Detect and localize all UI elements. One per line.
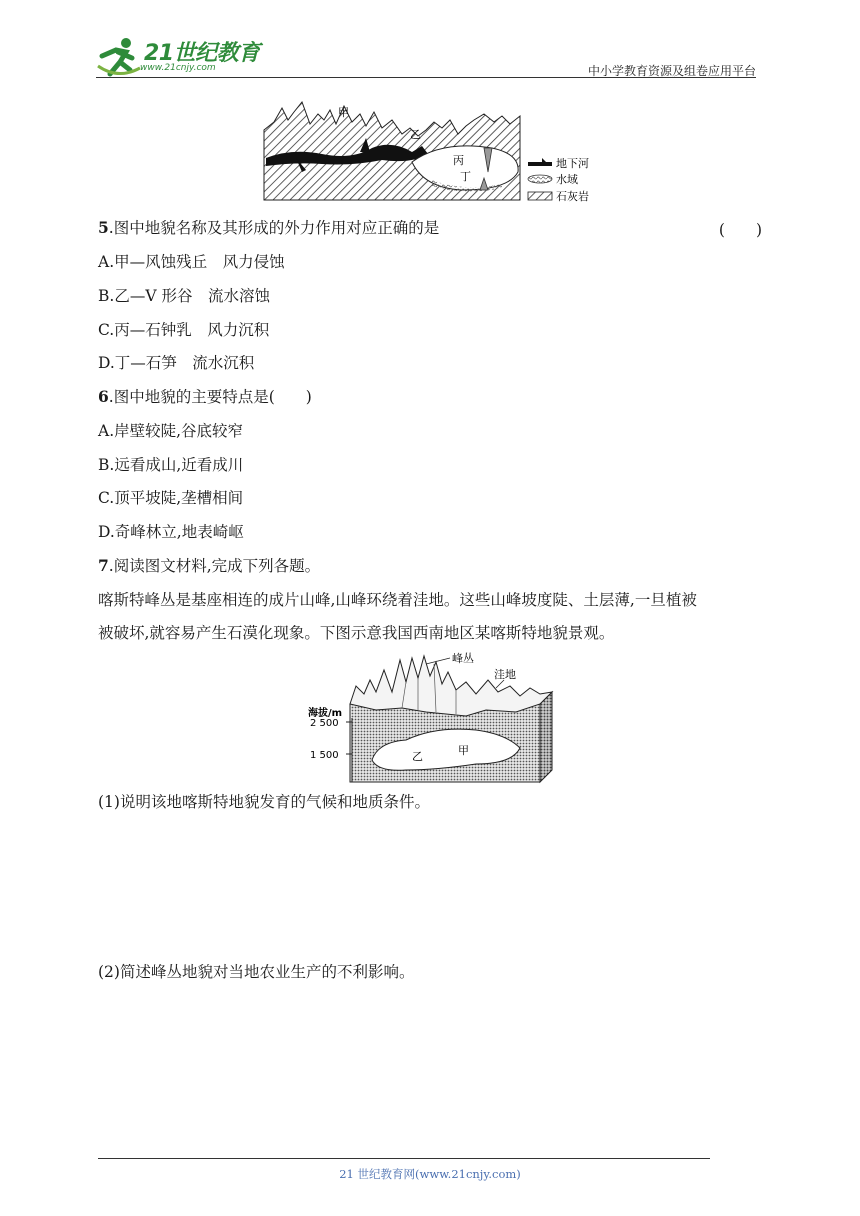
q6-option-d: D.奇峰林立,地表崎岖	[98, 523, 244, 541]
q5-option-c: C.丙—石钟乳 风力沉积	[98, 321, 270, 339]
q6-option-a: A.岸壁较陡,谷底较窄	[98, 422, 244, 440]
q6-option-b: B.远看成山,近看成川	[98, 456, 244, 474]
label-depression: 洼地	[494, 668, 516, 681]
tick-2500: 2 500	[310, 718, 339, 729]
q5-number: 5	[98, 218, 109, 237]
runner-icon	[96, 36, 142, 78]
label-jia: 甲	[338, 106, 349, 119]
label-jia-fig2: 甲	[458, 744, 469, 757]
footer-text[interactable]: 21 世纪教育网(www.21cnjy.com)	[339, 1167, 521, 1181]
label-yi: 乙	[410, 128, 421, 141]
legend-limestone: 石灰岩	[556, 190, 589, 203]
header-divider	[96, 77, 756, 78]
logo-url: www.21cnjy.com	[140, 63, 216, 73]
q5-answer-paren: ( )	[718, 221, 762, 239]
legend-water: 水域	[556, 173, 578, 186]
axis-label-elevation: 海拔/m	[308, 708, 343, 719]
q5-stem-text: .图中地貌名称及其形成的外力作用对应正确的是	[108, 219, 440, 237]
tick-1500: 1 500	[310, 750, 339, 761]
q7-sub2: (2)简述峰丛地貌对当地农业生产的不利影响。	[98, 963, 415, 981]
q7-number: 7	[98, 556, 109, 575]
site-logo	[96, 36, 261, 80]
q5-stem	[98, 218, 439, 238]
q6-number: 6	[98, 387, 109, 406]
q6-stem	[98, 387, 312, 407]
q5-option-d: D.丁—石笋 流水沉积	[98, 354, 255, 372]
q7-stem-text: .阅读图文材料,完成下列各题。	[108, 557, 321, 575]
karst-peak-cluster-figure	[306, 652, 556, 785]
legend-underground-river: 地下河	[556, 157, 589, 170]
label-ding: 丁	[460, 170, 471, 183]
karst-cross-section-figure	[262, 100, 607, 204]
q7-material-line1: 喀斯特峰丛是基座相连的成片山峰,山峰环绕着洼地。这些山峰坡度陡、土层薄,一旦植被	[98, 591, 697, 609]
q7-sub1: (1)说明该地喀斯特地貌发育的气候和地质条件。	[98, 793, 430, 811]
platform-name: 中小学教育资源及组卷应用平台	[587, 64, 756, 78]
q6-option-c: C.顶平坡陡,垄槽相间	[98, 489, 244, 507]
q7-material-line2: 被破坏,就容易产生石漠化现象。下图示意我国西南地区某喀斯特地貌景观。	[98, 624, 615, 642]
footer-divider	[98, 1158, 710, 1159]
legend	[528, 156, 589, 203]
label-yi-fig2: 乙	[412, 750, 423, 763]
q5-option-b: B.乙—V 形谷 流水溶蚀	[98, 287, 270, 305]
label-peak-cluster: 峰丛	[452, 652, 474, 665]
q7-stem	[98, 556, 320, 576]
q6-stem-text: .图中地貌的主要特点是( )	[108, 388, 312, 406]
logo-text: 21世纪教育	[144, 41, 260, 66]
q5-option-a: A.甲—风蚀残丘 风力侵蚀	[98, 253, 285, 271]
label-bing: 丙	[453, 154, 464, 167]
